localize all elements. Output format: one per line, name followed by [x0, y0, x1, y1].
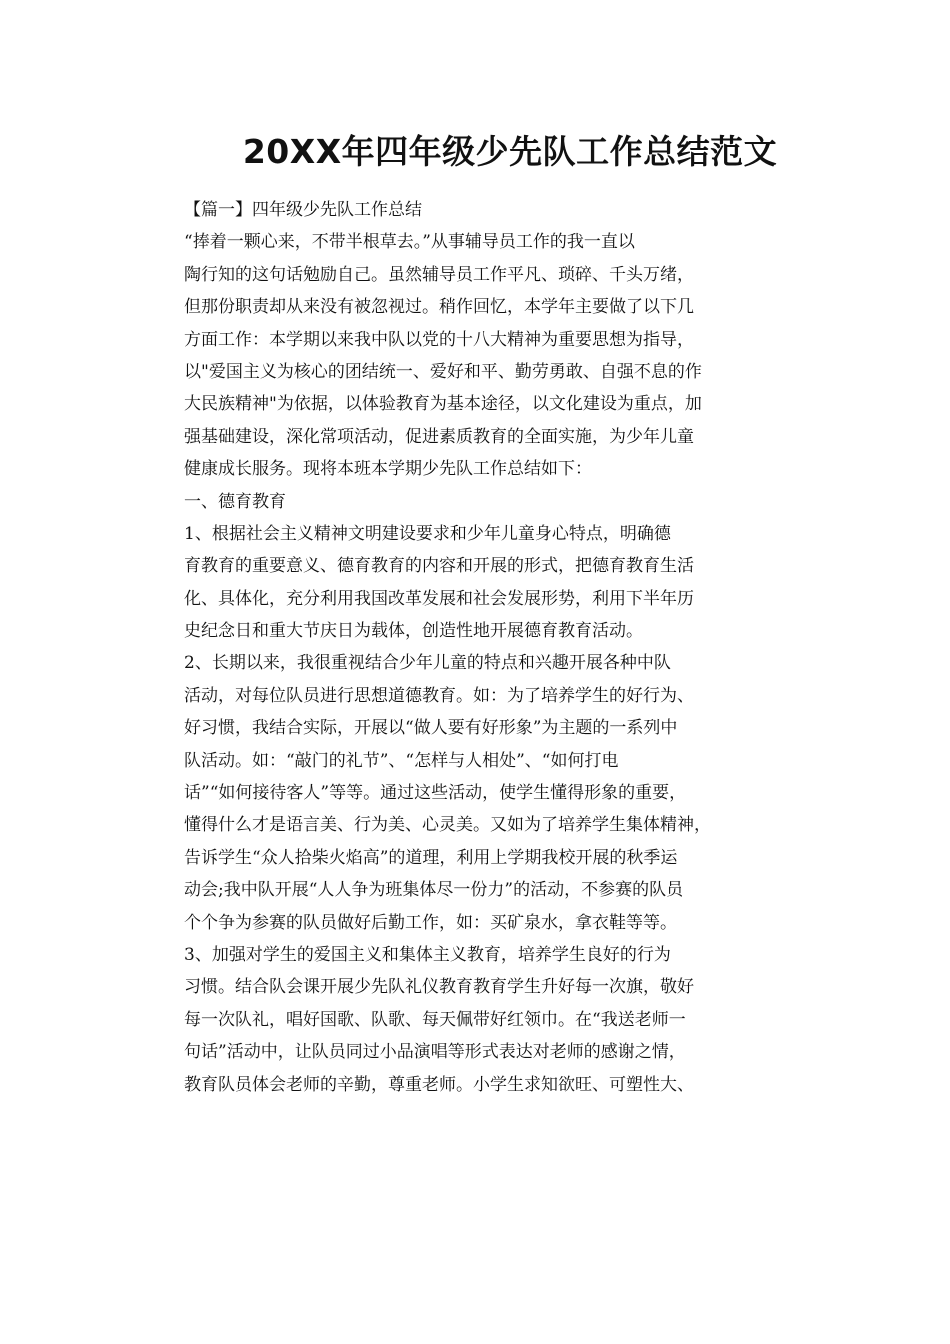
document-body [184, 194, 784, 1101]
text-line: 每一次队礼，唱好国歌、队歌、每天佩带好红领巾。在“我送老师一 [184, 1009, 686, 1030]
text-line: 好习惯，我结合实际，开展以“做人要有好形象”为主题的一系列中 [184, 718, 678, 739]
text-line: 3、加强对学生的爱国主义和集体主义教育，培养学生良好的行为 [184, 944, 671, 965]
text-line: 个个争为参赛的队员做好后勤工作，如：买矿泉水，拿衣鞋等等。 [184, 912, 677, 933]
text-line: 1、根据社会主义精神文明建设要求和少年儿童身心特点，明确德 [184, 523, 671, 544]
text-line: 健康成长服务。现将本班本学期少先队工作总结如下： [184, 459, 592, 480]
text-line: 以"爱国主义为核心的团结统一、爱好和平、勤劳勇敢、自强不息的作 [184, 361, 702, 382]
text-line: 大民族精神"为依据，以体验教育为基本途径，以文化建设为重点，加 [184, 394, 702, 415]
text-line: 史纪念日和重大节庆日为载体，创造性地开展德育教育活动。 [184, 621, 643, 642]
text-line: 【篇一】四年级少先队工作总结 [184, 200, 422, 220]
text-line: 教育队员体会老师的辛勤，尊重老师。小学生求知欲旺、可塑性大、 [184, 1074, 694, 1095]
text-line: 方面工作：本学期以来我中队以党的十八大精神为重要思想为指导， [184, 329, 694, 350]
text-line: 告诉学生“众人拾柴火焰高”的道理，利用上学期我校开展的秋季运 [184, 847, 678, 868]
text-line: 活动，对每位队员进行思想道德教育。如：为了培养学生的好行为、 [184, 685, 694, 706]
text-line: 一、德育教育 [184, 491, 286, 512]
text-line: 强基础建设，深化常项活动，促进素质教育的全面实施，为少年儿童 [184, 426, 694, 447]
text-line: 2、长期以来，我很重视结合少年儿童的特点和兴趣开展各种中队 [184, 653, 671, 674]
text-line: 动会;我中队开展“人人争为班集体尽一份力”的活动，不参赛的队员 [184, 880, 684, 901]
text-line: 句话”活动中，让队员同过小品演唱等形式表达对老师的感谢之情， [184, 1042, 686, 1063]
text-line: 陶行知的这句话勉励自己。虽然辅导员工作平凡、琐碎、千头万绪， [184, 264, 694, 285]
text-line: 但那份职责却从来没有被忽视过。稍作回忆，本学年主要做了以下几 [184, 297, 694, 318]
text-line: 习惯。结合队会课开展少先队礼仪教育教育学生升好每一次旗，敬好 [184, 977, 694, 998]
document-title: 20XX年四年级少先队工作总结范文 [242, 132, 778, 171]
text-line: 懂得什么才是语言美、行为美、心灵美。又如为了培养学生集体精神， [184, 815, 711, 836]
text-line: 化、具体化，充分利用我国改革发展和社会发展形势，利用下半年历 [184, 588, 694, 609]
text-line: “捧着一颗心来，不带半根草去。”从事辅导员工作的我一直以 [184, 232, 635, 253]
text-line: 话”“如何接待客人”等等。通过这些活动，使学生懂得形象的重要， [184, 783, 687, 804]
text-line: 队活动。如：“敲门的礼节”、“怎样与人相处”、“如何打电 [184, 750, 619, 771]
text-line: 育教育的重要意义、德育教育的内容和开展的形式，把德育教育生活 [184, 556, 694, 577]
